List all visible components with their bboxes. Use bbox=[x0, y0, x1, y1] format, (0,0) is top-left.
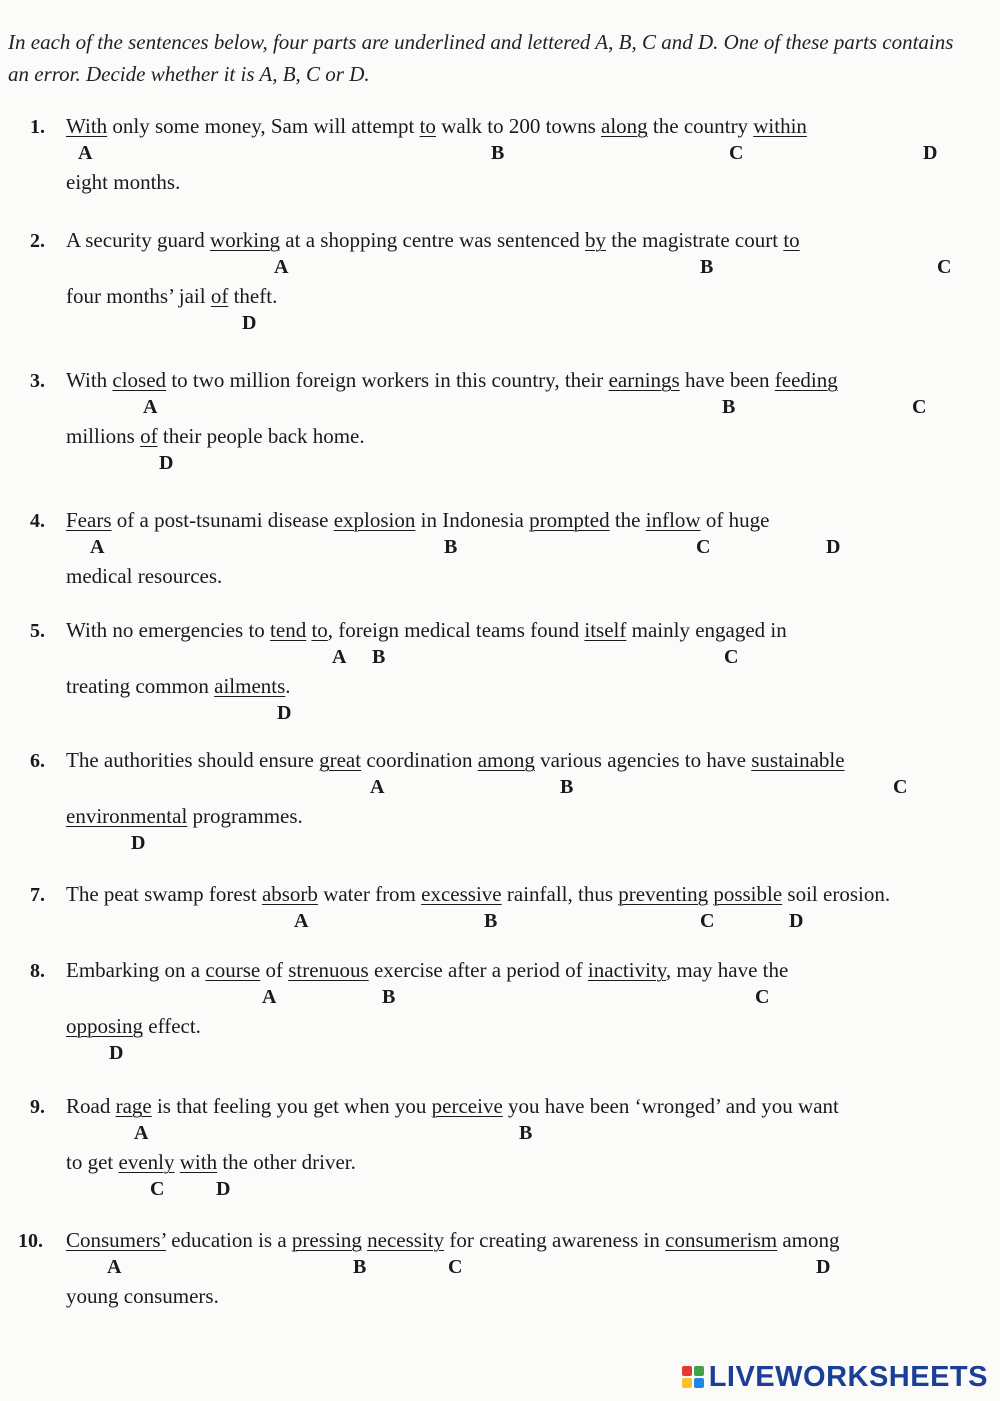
sentence-line bbox=[66, 748, 845, 772]
sentence-text: Road bbox=[66, 1094, 116, 1118]
question-number: 5. bbox=[30, 620, 45, 642]
sentence-text: is that feeling you get when you bbox=[151, 1094, 432, 1118]
sentence-text: various agencies to have bbox=[534, 748, 752, 772]
sentence-text: effect. bbox=[143, 1014, 201, 1038]
option-label-d: D bbox=[242, 312, 257, 334]
sentence-line bbox=[66, 564, 222, 588]
underlined-option[interactable]: to bbox=[783, 228, 800, 252]
sentence-text: to two million foreign workers in this country, their bbox=[166, 368, 609, 392]
underlined-option[interactable]: closed bbox=[112, 368, 167, 392]
question-number: 8. bbox=[30, 960, 45, 982]
sentence-text: among bbox=[777, 1228, 840, 1252]
sentence-text: of bbox=[260, 958, 289, 982]
option-label-c: C bbox=[912, 396, 927, 418]
option-label-c: C bbox=[893, 776, 908, 798]
sentence-text: have been bbox=[679, 368, 775, 392]
underlined-option[interactable]: pressing bbox=[291, 1228, 362, 1252]
sentence-text: , may have the bbox=[665, 958, 789, 982]
option-label-d: D bbox=[159, 452, 174, 474]
option-label-c: C bbox=[700, 910, 715, 932]
underlined-option[interactable]: Fears bbox=[66, 508, 112, 532]
underlined-option[interactable]: of bbox=[210, 284, 229, 308]
sentence-line bbox=[66, 1150, 356, 1174]
underlined-option[interactable]: consumerism bbox=[665, 1228, 778, 1252]
sentence-text: exercise after a period of bbox=[368, 958, 588, 982]
sentence-line bbox=[66, 958, 788, 982]
sentence-line bbox=[66, 618, 787, 642]
underlined-option[interactable]: with bbox=[179, 1150, 218, 1174]
underlined-option[interactable]: among bbox=[477, 748, 535, 772]
option-label-d: D bbox=[216, 1178, 231, 1200]
question-number: 4. bbox=[30, 510, 45, 532]
sentence-text: education is a bbox=[165, 1228, 292, 1252]
option-label-a: A bbox=[294, 910, 309, 932]
option-label-d: D bbox=[789, 910, 804, 932]
sentence-text: in Indonesia bbox=[415, 508, 530, 532]
underlined-option[interactable]: With bbox=[66, 114, 108, 138]
sentence-text: medical resources. bbox=[66, 564, 223, 588]
question-number: 3. bbox=[30, 370, 45, 392]
option-label-c: C bbox=[150, 1178, 165, 1200]
sentence-line bbox=[66, 170, 180, 194]
sentence-line bbox=[66, 1228, 840, 1252]
underlined-option[interactable]: inactivity bbox=[587, 958, 666, 982]
sentence-text: the country bbox=[647, 114, 754, 138]
option-label-d: D bbox=[826, 536, 841, 558]
option-label-c: C bbox=[724, 646, 739, 668]
option-label-a: A bbox=[370, 776, 385, 798]
sentence-text: walk to 200 towns bbox=[435, 114, 602, 138]
sentence-text: their people back home. bbox=[157, 424, 365, 448]
sentence-line bbox=[66, 368, 838, 392]
underlined-option[interactable]: earnings bbox=[608, 368, 680, 392]
option-label-d: D bbox=[816, 1256, 831, 1278]
sentence-line bbox=[66, 1014, 201, 1038]
sentence-text: coordination bbox=[361, 748, 478, 772]
sentence-line bbox=[66, 508, 769, 532]
option-label-d: D bbox=[923, 142, 938, 164]
question-number: 9. bbox=[30, 1096, 45, 1118]
sentence-line bbox=[66, 804, 303, 828]
underlined-option[interactable]: environmental bbox=[66, 804, 188, 828]
question-number: 2. bbox=[30, 230, 45, 252]
option-label-c: C bbox=[729, 142, 744, 164]
sentence-text: theft. bbox=[228, 284, 278, 308]
option-label-b: B bbox=[700, 256, 714, 278]
option-label-c: C bbox=[937, 256, 952, 278]
sentence-line bbox=[66, 882, 890, 906]
option-label-a: A bbox=[78, 142, 93, 164]
underlined-option[interactable]: excessive bbox=[421, 882, 502, 906]
underlined-option[interactable]: by bbox=[585, 228, 607, 252]
underlined-option[interactable]: Consumers’ bbox=[66, 1228, 166, 1252]
option-label-b: B bbox=[519, 1122, 533, 1144]
underlined-option[interactable]: ailments bbox=[214, 674, 286, 698]
sentence-text: With bbox=[66, 368, 113, 392]
sentence-text: The peat swamp forest bbox=[66, 882, 262, 906]
underlined-option[interactable]: possible bbox=[713, 882, 783, 906]
sentence-text: of a post-tsunami disease bbox=[111, 508, 334, 532]
sentence-text: to get bbox=[66, 1150, 119, 1174]
sentence-line bbox=[66, 1284, 219, 1308]
sentence-text: water from bbox=[317, 882, 422, 906]
sentence-text: you have been ‘wronged’ and you want bbox=[502, 1094, 839, 1118]
option-label-b: B bbox=[353, 1256, 367, 1278]
sentence-text: the other driver. bbox=[217, 1150, 356, 1174]
underlined-option[interactable]: within bbox=[753, 114, 807, 138]
sentence-text: millions bbox=[66, 424, 141, 448]
underlined-option[interactable]: of bbox=[140, 424, 158, 448]
option-label-a: A bbox=[143, 396, 158, 418]
underlined-option[interactable]: absorb bbox=[261, 882, 318, 906]
sentence-text: for creating awareness in bbox=[444, 1228, 666, 1252]
sentence-text: of huge bbox=[700, 508, 770, 532]
brand-name: LIVEWORKSHEETS bbox=[708, 1360, 988, 1393]
sentence-text: only some money, Sam will attempt bbox=[107, 114, 420, 138]
option-label-a: A bbox=[262, 986, 277, 1008]
underlined-option[interactable]: inflow bbox=[645, 508, 701, 532]
option-label-b: B bbox=[372, 646, 386, 668]
option-label-b: B bbox=[560, 776, 574, 798]
liveworksheets-logo bbox=[681, 1360, 988, 1394]
option-label-a: A bbox=[107, 1256, 122, 1278]
sentence-text: at a shopping centre was sentenced bbox=[280, 228, 586, 252]
sentence-line bbox=[66, 228, 800, 252]
sentence-line bbox=[66, 424, 365, 448]
sentence-text: eight months. bbox=[66, 170, 181, 194]
underlined-option[interactable]: great bbox=[319, 748, 362, 772]
question-number: 6. bbox=[30, 750, 45, 772]
sentence-line bbox=[66, 1094, 839, 1118]
option-label-a: A bbox=[134, 1122, 149, 1144]
underlined-option[interactable]: along bbox=[601, 114, 648, 138]
option-label-d: D bbox=[109, 1042, 124, 1064]
underlined-option[interactable]: to bbox=[419, 114, 436, 138]
option-label-b: B bbox=[382, 986, 396, 1008]
sentence-text: . bbox=[285, 674, 291, 698]
underlined-option[interactable]: course bbox=[205, 958, 261, 982]
instructions: In each of the sentences below, four parts are underlined and lettered A, B, C and D. One of these parts contains an error. Decide whether it is A, B, C or D. bbox=[8, 30, 954, 86]
question-number: 10. bbox=[18, 1230, 43, 1252]
sentence-text: programmes. bbox=[187, 804, 303, 828]
sentence-text: rainfall, thus bbox=[501, 882, 619, 906]
option-label-d: D bbox=[277, 702, 292, 724]
sentence-text: , foreign medical teams found bbox=[327, 618, 585, 642]
option-label-b: B bbox=[444, 536, 458, 558]
sentence-line bbox=[66, 114, 807, 138]
question-number: 1. bbox=[30, 116, 45, 138]
underlined-option[interactable]: tend bbox=[270, 618, 307, 642]
sentence-line bbox=[66, 284, 277, 308]
underlined-option[interactable]: feeding bbox=[774, 368, 838, 392]
option-label-a: A bbox=[90, 536, 105, 558]
sentence-text: the magistrate court bbox=[606, 228, 784, 252]
underlined-option[interactable]: evenly bbox=[118, 1150, 175, 1174]
sentence-text: treating common bbox=[66, 674, 215, 698]
sentence-text: the bbox=[609, 508, 646, 532]
option-label-a: A bbox=[332, 646, 347, 668]
option-label-b: B bbox=[484, 910, 498, 932]
underlined-option[interactable]: necessity bbox=[367, 1228, 445, 1252]
sentence-text: soil erosion. bbox=[782, 882, 891, 906]
option-label-d: D bbox=[131, 832, 146, 854]
option-label-b: B bbox=[491, 142, 505, 164]
option-label-b: B bbox=[722, 396, 736, 418]
underlined-option[interactable]: strenuous bbox=[288, 958, 369, 982]
underlined-option[interactable]: sustainable bbox=[751, 748, 845, 772]
liveworksheets-logo-icon bbox=[681, 1365, 705, 1389]
sentence-text: With no emergencies to bbox=[66, 618, 271, 642]
underlined-option[interactable]: prompted bbox=[529, 508, 610, 532]
sentence-text: Embarking on a bbox=[66, 958, 206, 982]
option-label-c: C bbox=[755, 986, 770, 1008]
option-label-a: A bbox=[274, 256, 289, 278]
option-label-c: C bbox=[448, 1256, 463, 1278]
sentence-text: A security guard bbox=[66, 228, 211, 252]
option-label-c: C bbox=[696, 536, 711, 558]
underlined-option[interactable]: working bbox=[210, 228, 281, 252]
underlined-option[interactable]: perceive bbox=[431, 1094, 503, 1118]
underlined-option[interactable]: opposing bbox=[66, 1014, 144, 1038]
underlined-option[interactable]: rage bbox=[115, 1094, 152, 1118]
underlined-option[interactable]: preventing bbox=[618, 882, 709, 906]
question-number: 7. bbox=[30, 884, 45, 906]
sentence-line bbox=[66, 674, 291, 698]
sentence-text: young consumers. bbox=[66, 1284, 219, 1308]
sentence-text: four months’ jail bbox=[66, 284, 211, 308]
sentence-text: mainly engaged in bbox=[626, 618, 787, 642]
sentence-text: The authorities should ensure bbox=[66, 748, 320, 772]
underlined-option[interactable]: itself bbox=[584, 618, 627, 642]
underlined-option[interactable]: to bbox=[311, 618, 328, 642]
underlined-option[interactable]: explosion bbox=[333, 508, 416, 532]
